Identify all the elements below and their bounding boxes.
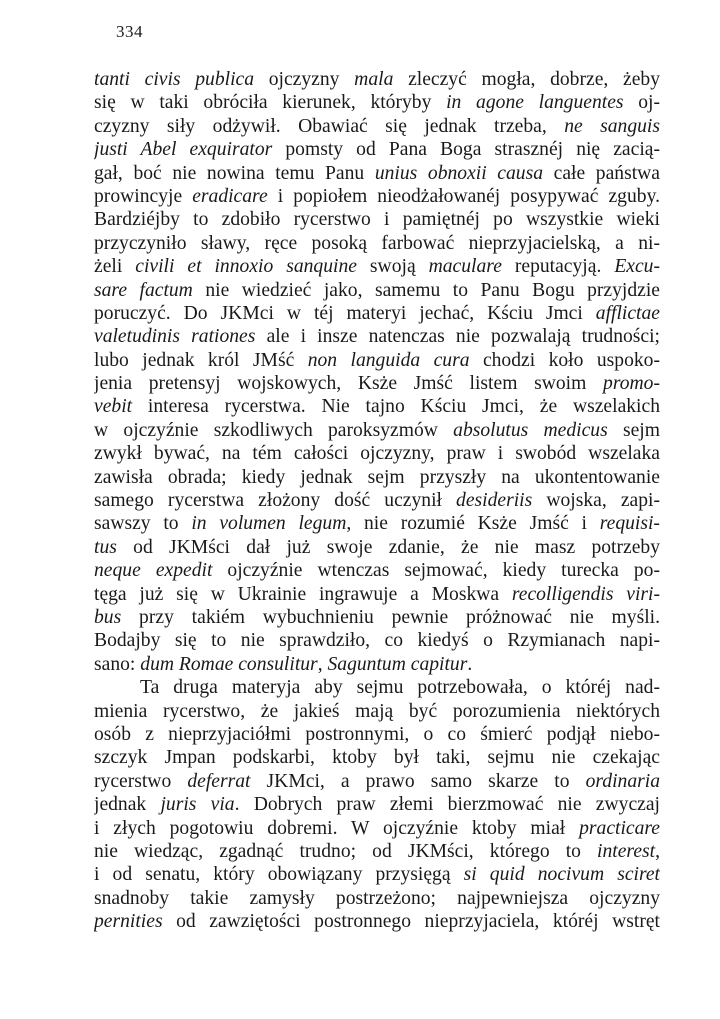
- text-line: [94, 255, 660, 278]
- text-run: żeli: [94, 256, 136, 278]
- text-run: zleczyć mogła, dobrze, żeby: [393, 69, 660, 90]
- italic-phrase: sare factum: [94, 279, 193, 301]
- italic-phrase: vebit: [94, 396, 133, 418]
- italic-phrase: ne sanguis: [564, 115, 660, 137]
- text-line: [94, 395, 660, 418]
- text-run: jednak: [94, 794, 161, 816]
- text-line: [94, 91, 660, 114]
- text-run: i od senatu, który obowiązany przysięgą: [94, 864, 464, 886]
- text-run: JKMci, a prawo samo skarze to: [250, 770, 586, 792]
- text-line: [94, 793, 660, 816]
- body-text: [94, 68, 660, 933]
- text-line: [94, 559, 660, 582]
- text-run: ale i insze natenczas nie pozwalają trudności;: [255, 326, 660, 348]
- text-line: [94, 68, 660, 91]
- italic-phrase: requisi-: [599, 513, 660, 535]
- text-line: [94, 349, 660, 372]
- text-run: ojczyzny: [254, 69, 355, 90]
- text-run: nie wiedząc, zgadnąć trudno; od JKMści, którego to: [94, 840, 598, 862]
- text-line: [94, 279, 660, 302]
- text-line: [94, 840, 660, 863]
- italic-phrase: justi Abel exquirator: [94, 139, 273, 161]
- page-number: 334: [116, 22, 143, 41]
- text-line: [94, 138, 660, 161]
- text-line: [94, 887, 660, 910]
- text-run: ojczyźnie wtenczas sejmować, kiedy turecka po-: [212, 560, 660, 582]
- italic-phrase: valetudinis rationes: [94, 326, 256, 348]
- text-run: szczyk Jmpan podskarbi, ktoby był taki, sejmu nie czekając: [94, 747, 660, 769]
- italic-phrase: pernities: [94, 911, 163, 933]
- text-run: całe państwa: [543, 162, 660, 184]
- text-line: [94, 232, 660, 255]
- text-run: nie wiedzieć jako, samemu to Panu Bogu przyjdzie: [192, 279, 660, 301]
- text-line: [94, 676, 660, 699]
- text-run: , nie rozumié Ksże Jmść i: [346, 513, 600, 535]
- text-run: tęga już się w Ukrainie ingrawuje a Moskwa: [94, 583, 512, 605]
- text-line: [94, 863, 660, 886]
- text-run: przy takiém wybuchnieniu pewnie próżnować nie myśli.: [121, 606, 660, 628]
- text-run: chodzi koło uspoko-: [469, 349, 660, 371]
- italic-phrase: desideriis: [456, 490, 533, 512]
- italic-phrase: dum Romae consulitur: [140, 653, 318, 675]
- italic-phrase: promo-: [603, 373, 660, 395]
- text-line: [94, 115, 660, 138]
- text-line: [94, 185, 660, 208]
- italic-phrase: interest: [597, 840, 656, 862]
- text-run: oj-: [623, 92, 660, 114]
- text-line: [94, 536, 660, 559]
- text-run: się w taki obróciła kierunek, któryby: [94, 92, 447, 114]
- italic-phrase: absolutus medicus: [453, 419, 608, 441]
- text-run: wojska, zapi-: [532, 490, 660, 512]
- text-line: [94, 162, 660, 185]
- text-line: [94, 606, 660, 629]
- italic-phrase: bus: [94, 606, 122, 628]
- text-run: w ojczyźnie szkodliwych paroksyzmów: [94, 419, 454, 441]
- italic-phrase: practicare: [579, 817, 660, 839]
- text-run: od JKMści dał już swoje zdanie, że nie masz potrzeby: [116, 536, 660, 558]
- text-line: [94, 770, 660, 793]
- italic-phrase: Saguntum capitur: [327, 653, 468, 675]
- text-run: mienia rycerstwo, że jakieś mają być porozumienia niektórych: [94, 700, 660, 722]
- italic-phrase: civili et innoxio sanquine: [135, 256, 357, 278]
- italic-phrase: neque expedit: [94, 560, 213, 582]
- italic-phrase: non languida cura: [307, 349, 470, 371]
- text-run: ,: [317, 653, 328, 675]
- text-run: . Dobrych praw złemi bierzmować nie zwyczaj: [234, 794, 660, 816]
- text-run: ,: [655, 840, 660, 862]
- text-run: reputacyją.: [501, 256, 615, 278]
- text-run: zwykł bywać, na tém całości ojczyzny, praw i swobód wszelaka: [94, 443, 660, 465]
- text-run: prowincyje: [94, 185, 193, 207]
- text-run: osób z nieprzyjaciółmi postronnymi, o co śmierć podjął niebo-: [94, 723, 660, 745]
- text-run: Ta druga materyja aby sejmu potrzebowała, o któréj nad-: [140, 677, 660, 699]
- text-line: [94, 700, 660, 723]
- text-run: Bodajby się to nie sprawdziło, co kiedyś o Rzymianach napi-: [94, 630, 660, 652]
- text-line: [94, 653, 660, 676]
- text-run: .: [467, 653, 473, 675]
- text-line: [94, 208, 660, 231]
- text-line: [94, 325, 660, 348]
- text-run: gał, boć nie nowina temu Panu: [94, 162, 375, 184]
- italic-phrase: juris via: [160, 794, 235, 816]
- text-line: [94, 419, 660, 442]
- text-run: swoją: [356, 256, 429, 278]
- text-run: od zawziętości postronnego nieprzyjaciela, któréj wstręt: [162, 911, 660, 933]
- italic-phrase: maculare: [428, 256, 502, 278]
- italic-phrase: unius obnoxii causa: [374, 162, 544, 184]
- text-run: zawisła obrada; kiedy jednak sejm przyszły na ukontentowanie: [94, 466, 660, 488]
- text-line: [94, 583, 660, 606]
- italic-phrase: tanti civis publica: [94, 69, 255, 90]
- italic-phrase: Excu-: [614, 256, 660, 278]
- italic-phrase: eradicare: [192, 185, 268, 207]
- text-run: snadnoby takie zamysły postrzeżono; najpewniejsza ojczyzny: [94, 887, 660, 909]
- text-line: [94, 489, 660, 512]
- text-line: [94, 910, 660, 933]
- text-run: lubo jednak król JMść: [94, 349, 308, 371]
- text-run: sano:: [94, 653, 141, 675]
- italic-phrase: mala: [354, 69, 394, 90]
- italic-phrase: deferrat: [187, 770, 251, 792]
- italic-phrase: in agone languentes: [446, 92, 624, 114]
- italic-phrase: si quid nocivum sciret: [463, 864, 660, 886]
- italic-phrase: tus: [94, 536, 117, 558]
- text-line: [94, 372, 660, 395]
- text-line: [94, 512, 660, 535]
- text-line: [94, 817, 660, 840]
- italic-phrase: in volumen legum: [191, 513, 347, 535]
- italic-phrase: recolligendis viri-: [511, 583, 660, 605]
- text-run: interesa rycerstwa. Nie tajno Kściu Jmci, że wszelakich: [132, 396, 660, 418]
- text-line: [94, 723, 660, 746]
- text-line: [94, 746, 660, 769]
- italic-phrase: afflictae: [595, 302, 660, 324]
- text-run: rycerstwo: [94, 770, 188, 792]
- text-run: przyczyniło sławy, ręce posoką farbować nieprzyjacielską, a ni-: [94, 232, 660, 254]
- text-line: [94, 442, 660, 465]
- text-run: i popiołem nieodżałowanéj posypywać zguby.: [267, 185, 660, 207]
- text-run: jenia pretensyj wojskowych, Ksże Jmść listem swoim: [94, 373, 604, 395]
- text-run: czyzny siły odżywił. Obawiać się jednak trzeba,: [94, 115, 565, 137]
- text-run: pomsty od Pana Boga strasznéj nię zacią-: [272, 139, 660, 161]
- text-run: samego rycerstwa złożony dość uczynił: [94, 490, 457, 512]
- text-run: i złych pogotowiu dobremi. W ojczyźnie ktoby miał: [94, 817, 580, 839]
- text-line: [94, 466, 660, 489]
- text-run: Bardziéjby to zdobiło rycerstwo i pamiętnéj po wszystkie wieki: [94, 209, 660, 231]
- text-line: [94, 302, 660, 325]
- italic-phrase: ordinaria: [585, 770, 660, 792]
- text-run: poruczyć. Do JKMci w téj materyi jechać, Kściu Jmci: [94, 302, 596, 324]
- text-run: sejm: [607, 419, 660, 441]
- text-line: [94, 629, 660, 652]
- text-run: sawszy to: [94, 513, 192, 535]
